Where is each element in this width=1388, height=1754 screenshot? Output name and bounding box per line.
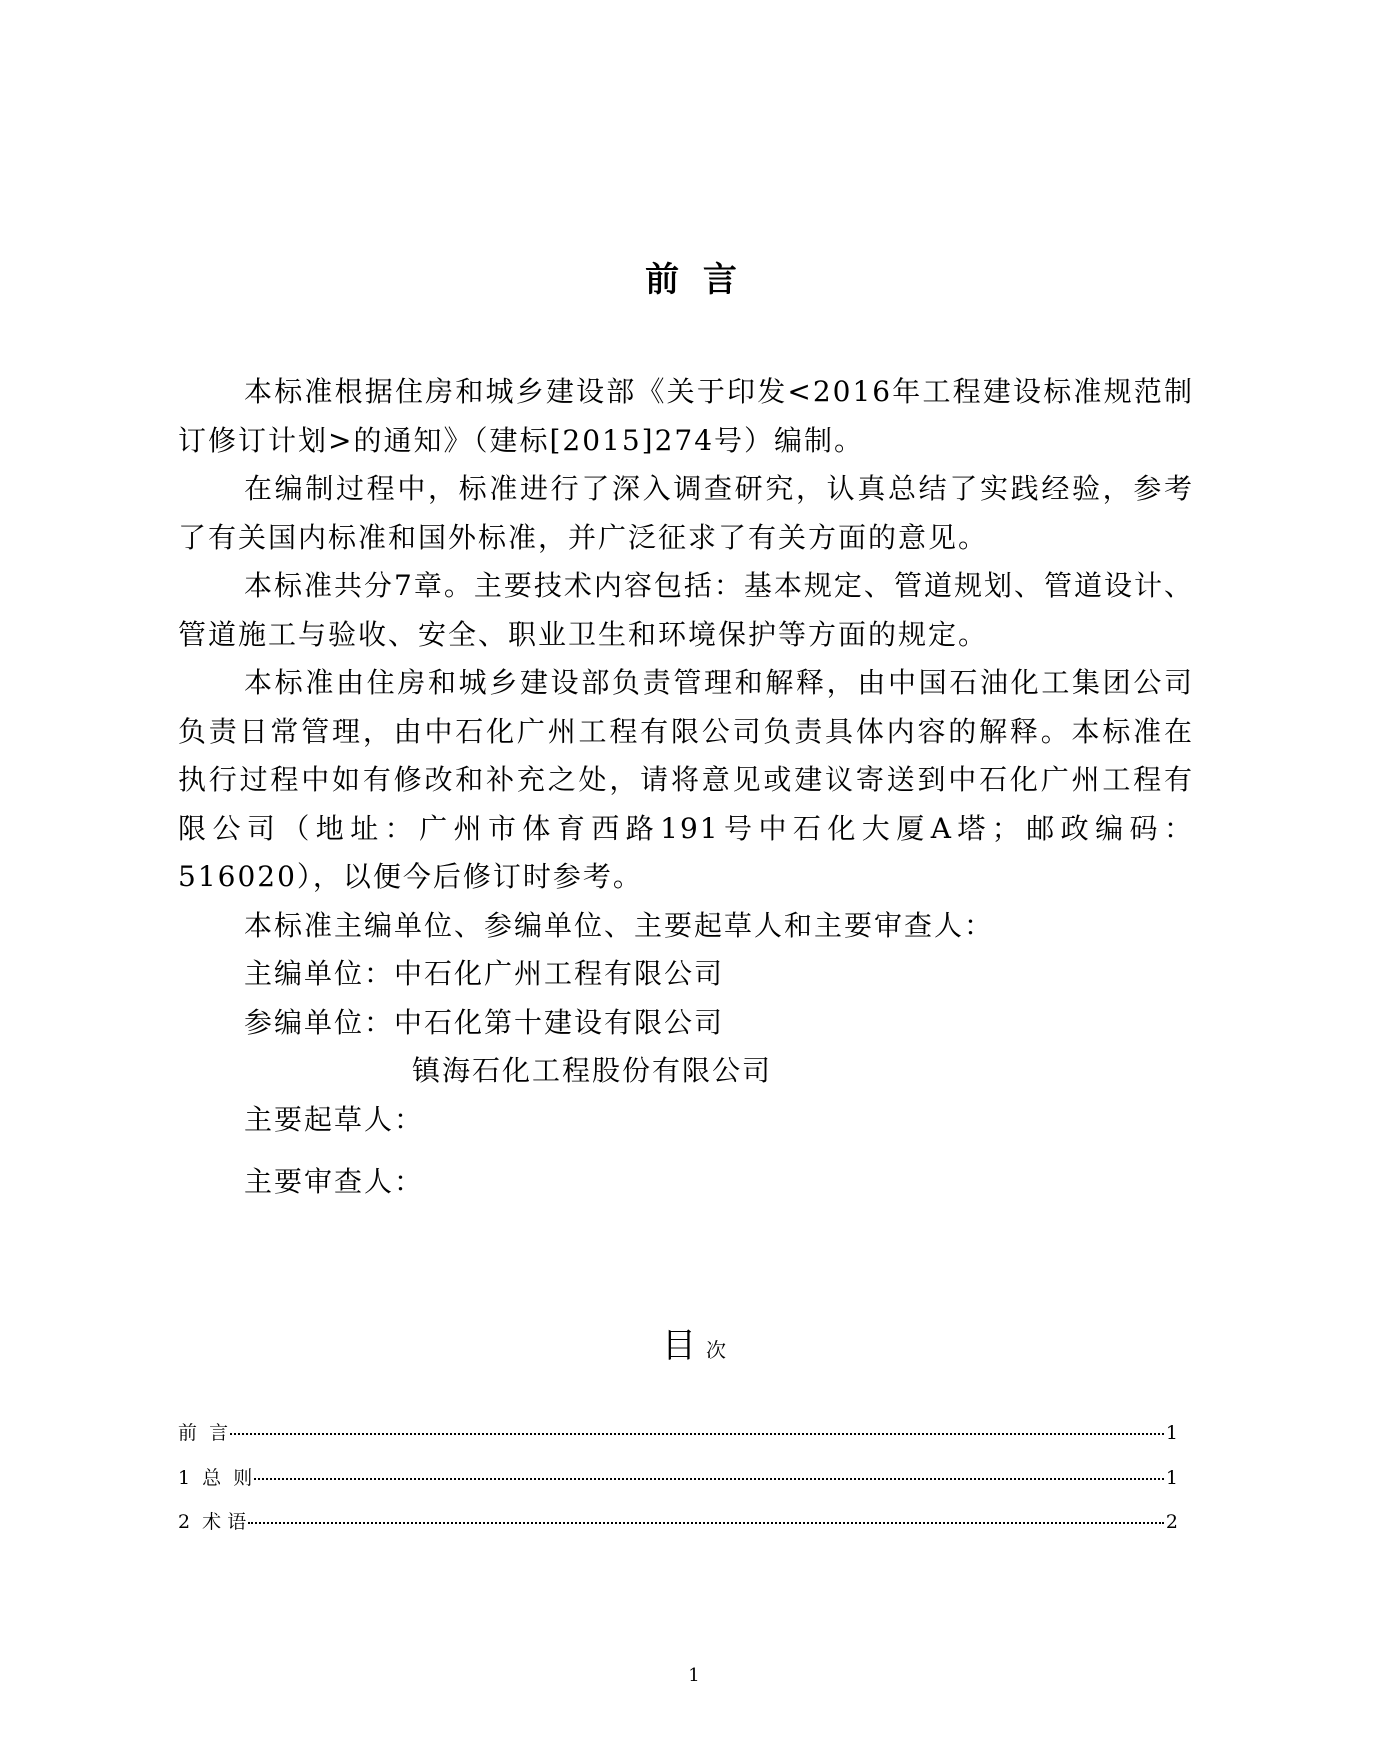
- preface-paragraph: 在编制过程中，标准进行了深入调查研究，认真总结了实践经验，参考了有关国内标准和国外标准，并广泛征求了有关方面的意见。: [178, 472, 1194, 554]
- table-of-contents: [178, 1418, 1178, 1552]
- toc-title-main: 目: [662, 1326, 696, 1366]
- main-drafters: 主要起草人：: [244, 1102, 425, 1136]
- main-reviewers: 主要审查人：: [244, 1165, 425, 1198]
- toc-entry-label: 1 总 则: [178, 1466, 253, 1489]
- preface-title: 前 言: [645, 260, 743, 300]
- page-number: 1: [688, 1665, 700, 1686]
- preface-paragraph: 本标准共分7章。主要技术内容包括：基本规定、管道规划、管道设计、管道施工与验收、安全、职业卫生和环境保护等方面的规定。: [178, 569, 1194, 651]
- toc-leader-dots: [254, 1478, 1164, 1480]
- toc-entry[interactable]: [178, 1507, 1178, 1552]
- toc-entry-page: 2: [1165, 1511, 1178, 1533]
- chief-unit: 主编单位：中石化广州工程有限公司: [244, 957, 725, 990]
- toc-entry[interactable]: [178, 1463, 1178, 1508]
- preface-paragraph: 本标准根据住房和城乡建设部《关于印发<2016年工程建设标准规范制订修订计划>的通知》（建标[2015]274号）编制。: [178, 375, 1194, 457]
- toc-entry[interactable]: [178, 1418, 1178, 1463]
- toc-entry-page: 1: [1165, 1466, 1178, 1489]
- toc-entry-label: 前 言: [178, 1422, 229, 1444]
- preface-body: [178, 368, 1194, 1207]
- toc-title: [0, 1318, 1388, 1367]
- toc-title-small: 次: [706, 1338, 726, 1362]
- toc-entry-page: 1: [1165, 1422, 1178, 1444]
- toc-entry-label: 2 术 语: [178, 1511, 247, 1533]
- participating-unit-secondary: 镇海石化工程股份有限公司: [412, 1054, 773, 1087]
- units-intro: 本标准主编单位、参编单位、主要起草人和主要审查人：: [244, 908, 995, 942]
- preface-paragraph: 本标准由住房和城乡建设部负责管理和解释，由中国石油化工集团公司负责日常管理，由中石化广州工程有限公司负责具体内容的解释。本标准在执行过程中如有修改和补充之处，请将意见或建议寄送到中石化广州工程有限公司（地址：广州市体育西路191号中石化大厦A塔；邮政编码：516020），以便今后修订时参考。: [178, 666, 1194, 893]
- toc-leader-dots: [248, 1522, 1164, 1524]
- participating-unit: 参编单位：中石化第十建设有限公司: [244, 1005, 725, 1039]
- toc-leader-dots: [230, 1433, 1164, 1435]
